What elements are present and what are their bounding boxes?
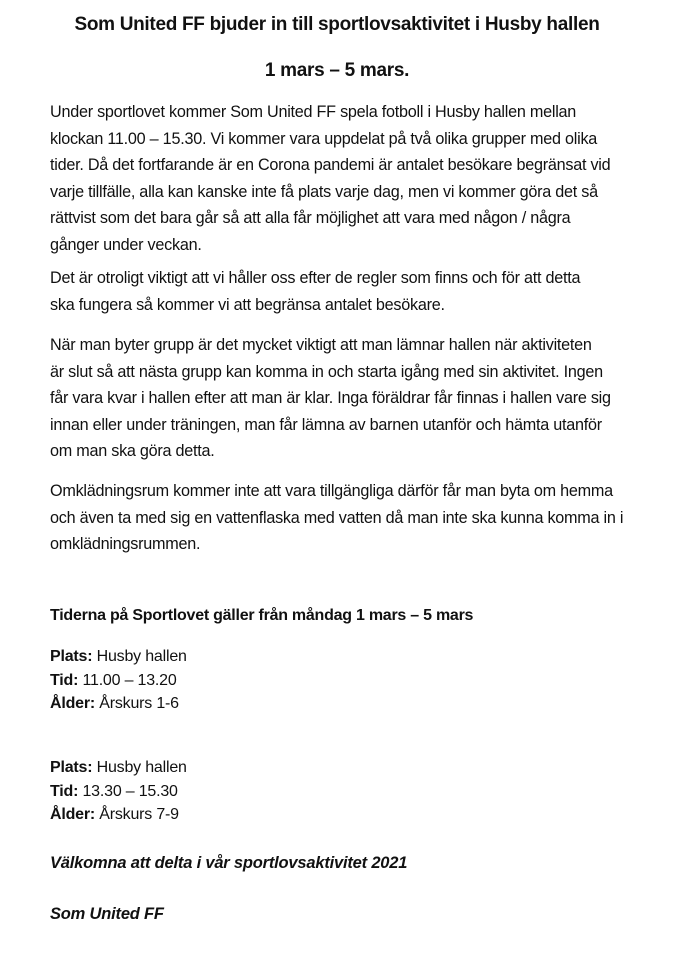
signature: Som United FF [50,905,164,923]
document-date-range: 1 mars – 5 mars. [264,60,410,81]
paragraph-rules [50,265,650,318]
time-label: Tid: [50,671,79,689]
schedule-time-row [50,669,187,693]
text-line: ska fungera så kommer vi att begränsa antalet besökare. [50,295,445,314]
paragraph-changing-rooms [50,478,650,558]
text-line: tider. Då det fortfarande är en Corona pandemi är antalet besökare begränsat vid [50,156,611,174]
age-label: Ålder: [50,695,96,712]
time-label: Tid: [50,782,79,800]
welcome-message: Välkomna att delta i vår sportlovsaktivitet 2021 [50,854,408,872]
age-value: Årskurs 1-6 [95,695,179,712]
place-value: Husby hallen [92,648,187,665]
text-line: När man byter grupp är det mycket viktigt att man lämnar hallen när aktiviteten [50,336,592,354]
text-line: Det är otroligt viktigt att vi håller oss efter de regler som finns och för att detta [50,269,581,287]
document-title: Som United FF bjuder in till sportlovsaktivitet i Husby hallen [74,14,600,35]
age-label: Ålder: [50,806,96,823]
text-line: Under sportlovet kommer Som United FF spela fotboll i Husby hallen mellan [50,103,577,121]
text-line: klockan 11.00 – 15.30. Vi kommer vara uppdelat på två olika grupper med olika [50,129,598,148]
text-line: får vara kvar i hallen efter att man är klar. Inga föräldrar får finnas i hallen vare sig [50,389,611,407]
time-value: 13.30 – 15.30 [78,782,178,800]
text-line: är slut så att nästa grupp kan komma in och starta igång med sin aktivitet. Ingen [50,362,603,381]
text-line: rättvist som det bara går så att alla får möjlighet att vara med någon / några [50,209,571,227]
schedule-time-row [50,780,187,804]
time-value: 11.00 – 13.20 [78,671,177,689]
text-line: innan eller under träningen, man får lämna av barnen utanför och hämta utanför [50,415,602,434]
schedule-block-group-1 [50,645,187,716]
text-line: Omklädningsrum kommer inte att vara tillgängliga därför får man byta om hemma [50,482,613,500]
place-label: Plats: [50,648,93,665]
schedule-block-group-2 [50,756,187,827]
schedule-age-row [50,692,187,716]
text-line: och även ta med sig en vattenflaska med vatten då man inte ska kunna komma in i [50,508,624,527]
paragraph-group-change [50,332,650,465]
text-line: varje tillfälle, alla kan kanske inte få plats varje dag, men vi kommer göra det så [50,182,598,201]
schedule-heading: Tiderna på Sportlovet gäller från måndag 1 mars – 5 mars [50,607,474,624]
age-value: Årskurs 7-9 [95,806,179,823]
schedule-place-row [50,756,187,780]
schedule-age-row [50,803,187,827]
text-line: om man ska göra detta. [50,442,215,460]
place-label: Plats: [50,759,93,776]
text-line: omklädningsrummen. [50,535,201,553]
schedule-place-row [50,645,187,669]
place-value: Husby hallen [92,759,187,776]
text-line: gånger under veckan. [50,235,202,254]
paragraph-intro [50,99,650,258]
